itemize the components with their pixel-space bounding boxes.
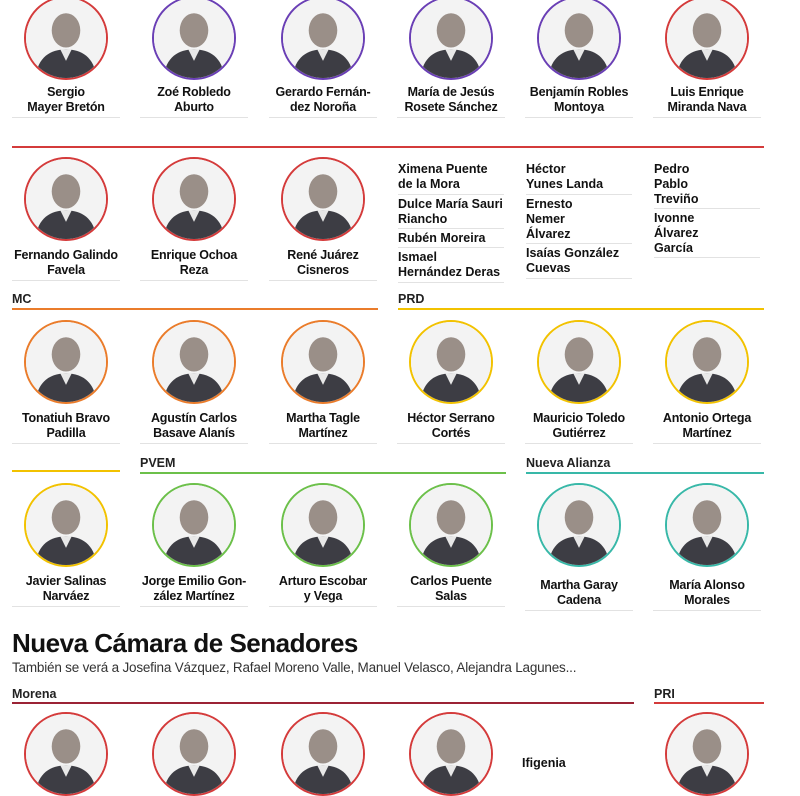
person-name: Agustín Carlos Basave Alanís [150,411,238,440]
party-label-morena: Morena [12,687,57,701]
section-rule-teal [526,472,764,474]
divider [526,194,632,195]
party-label-prd: PRD [398,292,425,306]
section-rule-red [654,702,764,704]
section-rule-red [12,146,764,148]
portrait-photo [409,0,493,80]
divider [526,278,632,279]
portrait-photo [409,712,493,796]
divider [140,280,248,281]
section-rule-yellow [12,470,120,472]
list-item: Ismael Hernández Deras [398,250,501,279]
list-item: Dulce María Sauri Riancho [398,197,503,226]
portrait-photo [24,0,108,80]
section-rule-yellow [398,308,764,310]
portrait-photo [281,0,365,80]
person-name: Gerardo Fernán- dez Noroña [275,85,371,114]
person-name: María Alonso Morales [669,578,745,607]
divider [398,282,504,283]
portrait-photo [537,0,621,80]
divider [398,247,504,248]
person-name: María de Jesús Rosete Sánchez [404,85,498,114]
party-label-pri: PRI [654,687,675,701]
portrait-photo [152,0,236,80]
divider [269,117,377,118]
person-name: Enrique Ochoa Reza [150,248,238,277]
divider [653,443,761,444]
portrait-photo [281,483,365,567]
person-name: Martha Tagle Martínez [286,411,360,440]
portrait-photo [665,712,749,796]
section-rule-green [140,472,506,474]
divider [140,606,248,607]
divider [12,606,120,607]
portrait-photo [281,157,365,241]
portrait-photo [281,712,365,796]
party-label-mc: MC [12,292,32,306]
section-rule-morena [12,702,634,704]
person-name: René Juárez Cisneros [287,248,359,277]
divider [140,443,248,444]
divider [653,610,761,611]
divider [397,443,505,444]
portrait-photo [665,0,749,80]
divider [398,194,504,195]
divider [525,443,633,444]
portrait-photo [409,483,493,567]
portrait-photo [152,157,236,241]
list-item: Ernesto Nemer Álvarez [526,197,573,241]
list-item: Ifigenia [522,756,566,770]
portrait-photo [537,483,621,567]
person-name: Sergio Mayer Bretón [27,85,105,114]
portrait-photo [24,483,108,567]
person-name: Tonatiuh Bravo Padilla [22,411,110,440]
divider [12,443,120,444]
divider [397,117,505,118]
party-label-nueva-alianza: Nueva Alianza [526,456,611,470]
party-label-pvem: PVEM [140,456,176,470]
divider [526,243,632,244]
divider [654,208,760,209]
person-name: Jorge Emilio Gon- zález Martínez [141,574,247,603]
divider [269,443,377,444]
list-item: Pedro Pablo Treviño [654,162,699,206]
portrait-photo [281,320,365,404]
portrait-photo [24,320,108,404]
divider [525,117,633,118]
person-name: Benjamín Robles Montoya [529,85,629,114]
list-item: Rubén Moreira [398,231,486,245]
portrait-photo [537,320,621,404]
divider [397,606,505,607]
portrait-photo [409,320,493,404]
divider [12,117,120,118]
portrait-photo [665,320,749,404]
person-name: Antonio Ortega Martínez [662,411,752,440]
list-item: Ximena Puente de la Mora [398,162,488,191]
person-name: Fernando Galindo Favela [14,248,118,277]
person-name: Luis Enrique Miranda Nava [667,85,747,114]
divider [653,117,761,118]
person-name: Arturo Escobar y Vega [278,574,368,603]
divider [269,280,377,281]
portrait-photo [152,320,236,404]
section-title: Nueva Cámara de Senadores [12,628,358,658]
divider [654,257,760,258]
divider [269,606,377,607]
portrait-photo [24,157,108,241]
person-name: Carlos Puente Salas [410,574,492,603]
section-rule-orange [12,308,378,310]
person-name: Javier Salinas Narváez [25,574,107,603]
portrait-photo [152,483,236,567]
divider [398,228,504,229]
divider [12,280,120,281]
portrait-photo [24,712,108,796]
person-name: Martha Garay Cadena [540,578,618,607]
section-subtitle: También se verá a Josefina Vázquez, Rafael Moreno Valle, Manuel Velasco, Alejandra Lagunes... [12,660,577,675]
person-name: Zoé Robledo Aburto [157,85,231,114]
list-item: Héctor Yunes Landa [526,162,604,191]
person-name: Héctor Serrano Cortés [407,411,495,440]
portrait-photo [665,483,749,567]
person-name: Mauricio Toledo Gutiérrez [533,411,625,440]
list-item: Isaías González Cuevas [526,246,620,275]
list-item: Ivonne Álvarez García [654,211,699,255]
divider [140,117,248,118]
portrait-photo [152,712,236,796]
divider [525,610,633,611]
